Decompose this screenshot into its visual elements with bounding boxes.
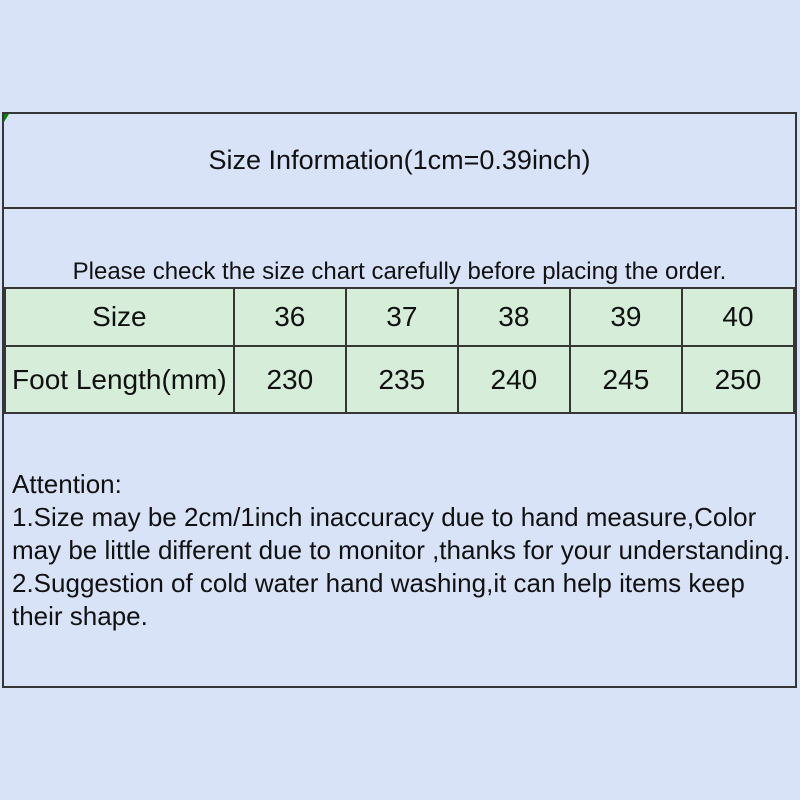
size-value: 37: [346, 288, 458, 346]
attention-section: [4, 414, 795, 686]
sheet-title: Size Information(1cm=0.39inch): [208, 145, 591, 175]
size-value: 39: [570, 288, 682, 346]
foot-length-value: 250: [682, 346, 794, 413]
size-value: 36: [234, 288, 346, 346]
notice-section: [4, 209, 795, 287]
size-row: [5, 288, 794, 346]
foot-length-value: 230: [234, 346, 346, 413]
attention-heading: Attention:: [12, 469, 122, 499]
attention-line: 1.Size may be 2cm/1inch inaccuracy due to hand measure,Color: [12, 502, 757, 532]
foot-length-row: [5, 346, 794, 413]
attention-line: 2.Suggestion of cold water hand washing,it can help items keep: [12, 568, 745, 598]
size-value: 38: [458, 288, 570, 346]
attention-line: may be little different due to monitor ,thanks for your understanding.: [12, 535, 791, 565]
corner-green-artifact: [4, 114, 9, 122]
foot-length-row-label: Foot Length(mm): [5, 346, 234, 413]
size-info-sheet: [2, 112, 797, 688]
foot-length-value: 240: [458, 346, 570, 413]
size-row-label: Size: [5, 288, 234, 346]
attention-line: their shape.: [12, 601, 148, 631]
size-chart-table: [4, 287, 795, 414]
notice-text: Please check the size chart carefully before placing the order.: [72, 258, 727, 285]
size-value: 40: [682, 288, 794, 346]
foot-length-value: 245: [570, 346, 682, 413]
title-section: [4, 114, 795, 209]
foot-length-value: 235: [346, 346, 458, 413]
